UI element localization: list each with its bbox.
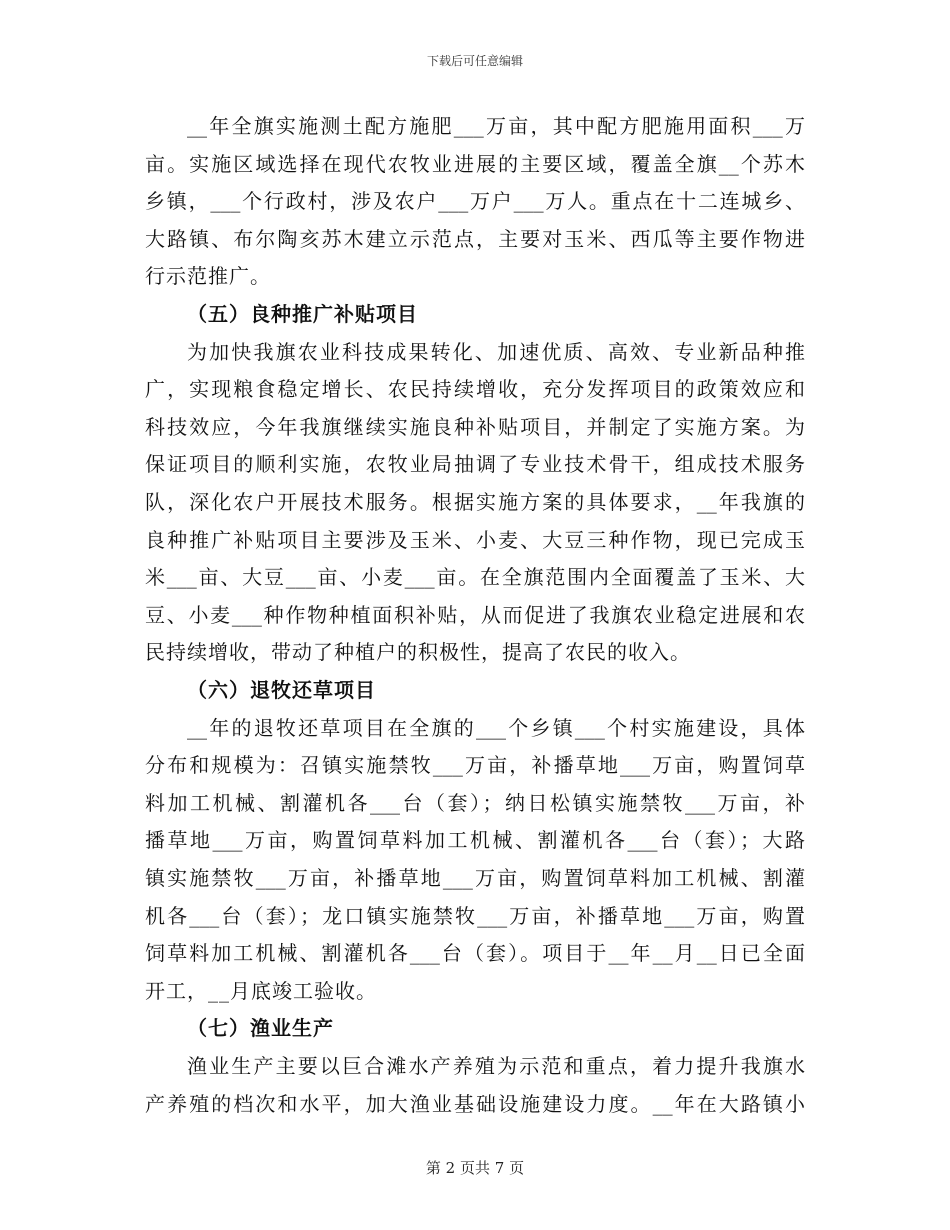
text-line: 民持续增收，带动了种植户的积极性，提高了农民的收入。 [145,640,691,665]
text-line: 良种推广补贴项目主要涉及玉米、小麦、大豆三种作物，现已完成玉 [145,527,805,552]
text-line: 广，实现粮食稳定增长、农民持续增收，充分发挥项目的政策效应和 [145,377,805,402]
text-line: 机各___台（套）；龙口镇实施禁牧___万亩，补播草地___万亩，购置 [145,903,805,928]
text-line: 保证项目的顺利实施，农牧业局抽调了专业技术骨干，组成技术服务 [145,452,805,477]
text-line: __年的退牧还草项目在全旗的___个乡镇___个村实施建设，具体 [187,715,805,740]
section-heading: （七）渔业生产 [187,1016,334,1041]
text-line: 豆、小麦___种作物种植面积补贴，从而促进了我旗农业稳定进展和农 [145,602,805,627]
text-line: 饲草料加工机械、割灌机各___台（套）。项目于__年__月__日已全面 [145,941,805,966]
text-line: __年全旗实施测土配方施肥___万亩，其中配方肥施用面积___万 [187,114,805,138]
section-heading: （六）退牧还草项目 [187,678,376,702]
text-line: 料加工机械、割灌机各___台（套）；纳日松镇实施禁牧___万亩，补 [145,790,805,815]
text-line: 分布和规模为：召镇实施禁牧___万亩，补播草地___万亩，购置饲草 [145,753,805,778]
text-line: 大路镇、布尔陶亥苏木建立示范点，主要对玉米、西瓜等主要作物进 [145,226,805,251]
text-line: 播草地___万亩，购置饲草料加工机械、割灌机各___台（套）；大路 [145,828,805,853]
page-header: 下载后可任意编辑 [426,54,523,68]
page-footer: 第 2 页共 7 页 [425,1159,525,1177]
text-line: 队，深化农户开展技术服务。根据实施方案的具体要求，__年我旗的 [145,490,805,514]
text-line: 镇实施禁牧___万亩，补播草地___万亩，购置饲草料加工机械、割灌 [145,866,805,890]
text-line: 渔业生产主要以巨合滩水产养殖为示范和重点，着力提升我旗水 [187,1054,805,1078]
text-line: 科技效应，今年我旗继续实施良种补贴项目，并制定了实施方案。为 [145,414,805,439]
text-line: 乡镇，___个行政村，涉及农户___万户___万人。重点在十二连城乡、 [145,189,805,214]
text-line: 为加快我旗农业科技成果转化、加速优质、高效、专业新品种推 [187,339,805,364]
text-line: 亩。实施区域选择在现代农牧业进展的主要区域，覆盖全旗__个苏木 [145,151,805,176]
text-line: 产养殖的档次和水平，加大渔业基础设施建设力度。__年在大路镇小 [145,1091,805,1116]
text-line: 米___亩、大豆___亩、小麦___亩。在全旗范围内全面覆盖了玉米、大 [145,565,805,590]
section-heading: （五）良种推广补贴项目 [187,302,418,326]
text-line: 行示范推广。 [145,264,271,289]
text-line: 开工，__月底竣工验收。 [145,978,377,1003]
